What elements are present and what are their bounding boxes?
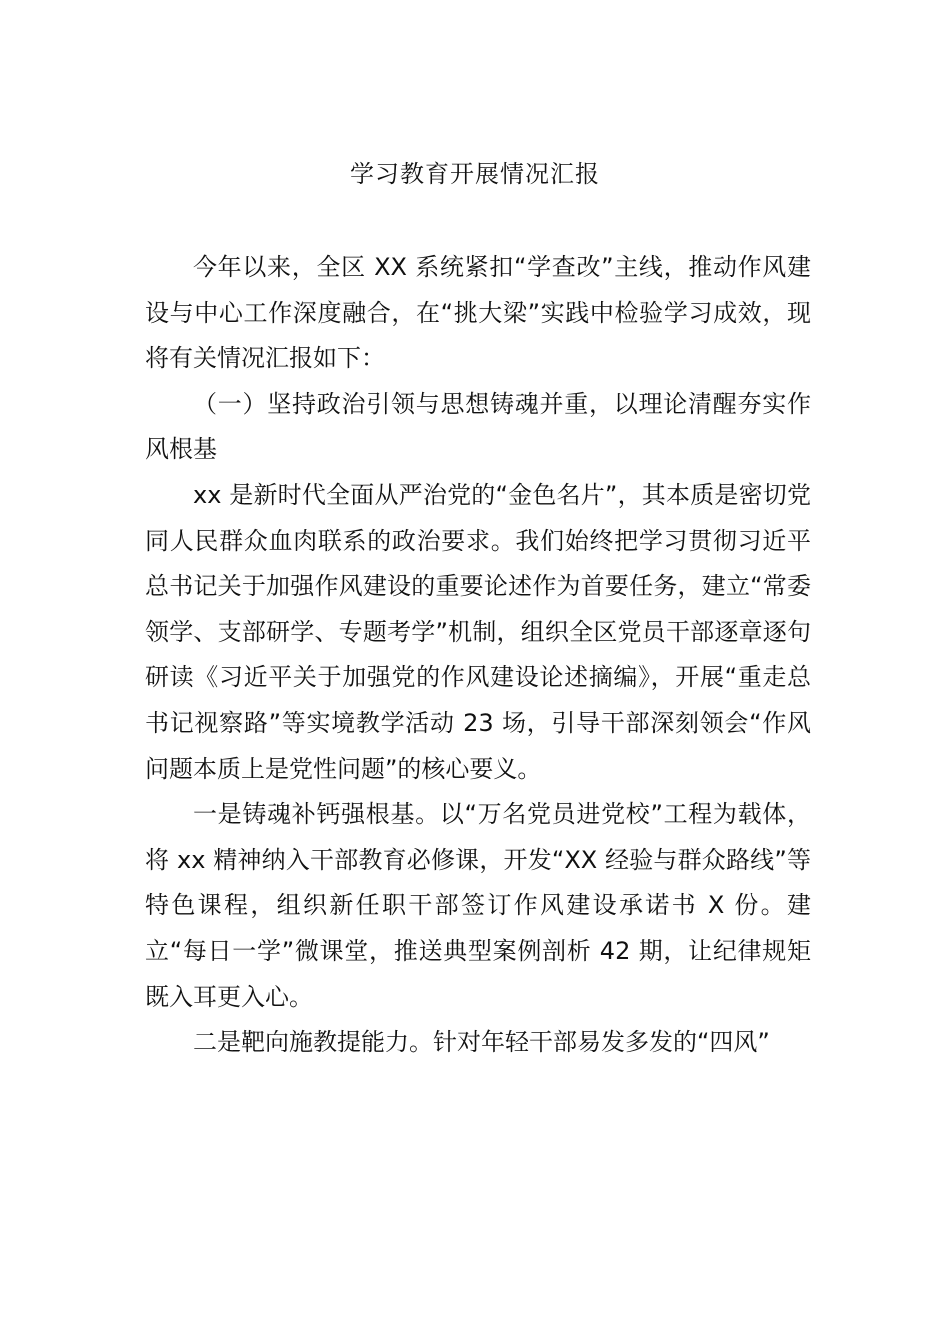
- document-title: 学习教育开展情况汇报: [350, 160, 600, 188]
- paragraph-point-one: 一是铸魂补钙强根基。以“万名党员进党校”工程为载体，将 xx 精神纳入干部教育必修课，开发“XX 经验与群众路线”等特色课程，组织新任职干部签订作风建设承诺书 X 份。建立“每日一学”微课堂，推送典型案例剖析 42 期，让纪律规矩既入耳更入心。: [145, 800, 811, 1011]
- paragraph-intro: 今年以来，全区 XX 系统紧扣“学查改”主线，推动作风建设与中心工作深度融合，在“挑大梁”实践中检验学习成效，现将有关情况汇报如下：: [145, 253, 811, 373]
- section-heading: （一）坚持政治引领与思想铸魂并重，以理论清醒夯实作风根基: [145, 389, 811, 464]
- paragraph-point-two: 二是靶向施教提能力。针对年轻干部易发多发的“四风”: [193, 1028, 770, 1057]
- document-body: [145, 245, 811, 1066]
- paragraph-theory: xx 是新时代全面从严治党的“金色名片”，其本质是密切党同人民群众血肉联系的政治要求。我们始终把学习贯彻习近平总书记关于加强作风建设的重要论述作为首要任务，建立“常委领学、支部研学、专题考学”机制，组织全区党员干部逐章逐句研读《习近平关于加强党的作风建设论述摘编》，开展“重走总书记视察路”等实境教学活动 23 场，引导干部深刻领会“作风问题本质上是党性问题”的核心要义。: [145, 480, 811, 783]
